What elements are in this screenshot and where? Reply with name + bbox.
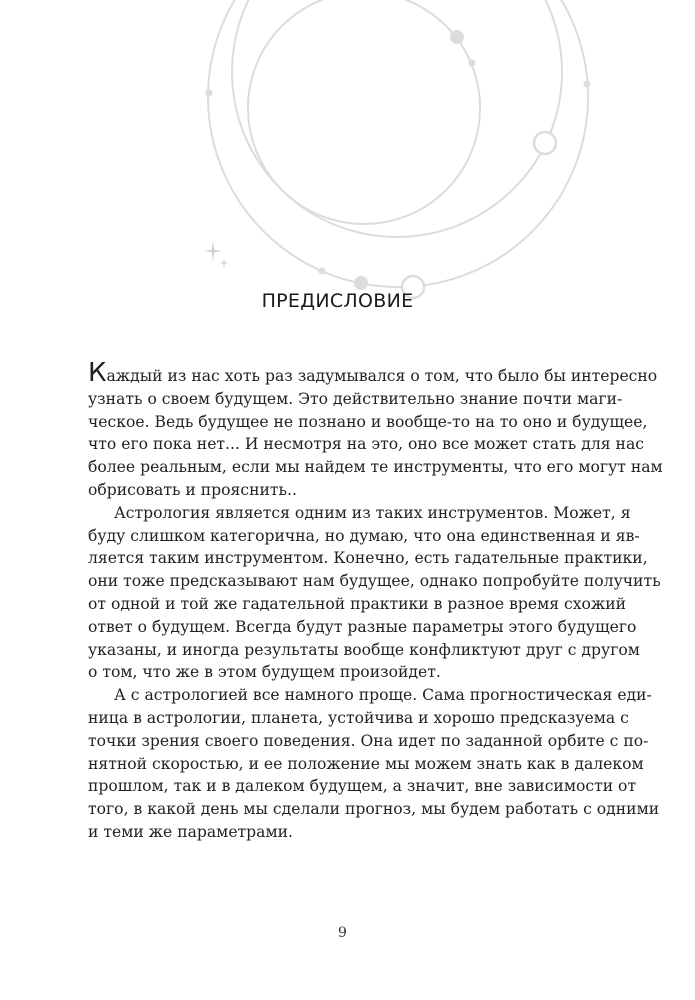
- line-text: ческое. Ведь будущее не познано и вообще-то на то оно и будущее,: [88, 412, 648, 431]
- small-dot-icon: [206, 90, 213, 97]
- text-line: [88, 388, 623, 411]
- small-dot-icon: [319, 268, 326, 275]
- text-line: [88, 730, 649, 753]
- text-line: [88, 411, 648, 434]
- line-text: буду слишком категорична, но думаю, что она единственная и яв-: [88, 526, 640, 545]
- text-line: [88, 821, 608, 844]
- text-line: [88, 547, 648, 570]
- line-text: и теми же параметрами.: [88, 822, 293, 841]
- line-text: более реальным, если мы найдем те инструменты, что его могут нам: [88, 458, 663, 477]
- page-number: 9: [338, 925, 347, 941]
- line-text: того, в какой день мы сделали прогноз, мы будем работать с одними: [88, 800, 660, 819]
- text-line: [88, 753, 644, 776]
- line-text: указаны, и иногда результаты вообще конфликтуют друг с другом: [88, 640, 640, 659]
- orbit-ornament: [0, 0, 695, 320]
- chapter-title: ПРЕДИСЛОВИЕ: [261, 290, 414, 312]
- line-text: А с астрологией все намного проще. Сама прогностическая еди-: [114, 686, 652, 705]
- line-text: о том, что же в этом будущем произойдет.: [88, 663, 441, 682]
- text-line: [88, 684, 652, 707]
- text-line: [88, 639, 640, 662]
- line-text: аждый из нас хоть раз задумывался о том, что было бы интересно: [106, 367, 658, 385]
- line-text: ответ о будущем. Всегда будут разные параметры этого будущего: [88, 617, 637, 636]
- line-text: нятной скоростью, и ее положение мы можем знать как в далеком: [88, 754, 644, 773]
- planet-dot-icon: [450, 30, 464, 44]
- text-line: [88, 707, 629, 730]
- text-line: [88, 479, 608, 502]
- line-text: что его пока нет... И несмотря на это, оно все может стать для нас: [88, 435, 644, 454]
- line-text: они тоже предсказывают нам будущее, однако попробуйте получить: [88, 572, 661, 591]
- text-line: [88, 798, 660, 821]
- small-dot-icon: [469, 60, 476, 67]
- text-line: [88, 433, 644, 456]
- line-text: ница в астрологии, планета, устойчива и хорошо предсказуема с: [88, 708, 629, 727]
- text-line: [88, 661, 608, 684]
- paragraph: [88, 502, 661, 684]
- small-dot-icon: [584, 81, 591, 88]
- text-line: [88, 525, 640, 548]
- planet-dot-icon: [354, 276, 368, 290]
- text-line: [88, 502, 631, 525]
- line-text: от одной и той же гадательной практики в разное время схожий: [88, 594, 627, 613]
- text-line: [88, 593, 627, 616]
- line-text: ляется таким инструментом. Конечно, есть гадательные практики,: [88, 549, 648, 568]
- line-text: Астрология является одним из таких инструментов. Может, я: [114, 503, 631, 522]
- planet-ring-icon: [534, 132, 556, 154]
- line-text: прошлом, так и в далеком будущем, а значит, вне зависимости от: [88, 777, 637, 796]
- text-line: [88, 775, 637, 798]
- paragraph: [88, 684, 660, 844]
- text-line: [88, 358, 658, 388]
- text-line: [88, 456, 663, 479]
- paragraph: [88, 358, 663, 502]
- line-text: узнать о своем будущем. Это действительно знание почти маги-: [88, 389, 623, 408]
- outer-orbit: [208, 0, 588, 287]
- text-line: [88, 616, 637, 639]
- line-text: точки зрения своего поведения. Она идет по заданной орбите с по-: [88, 731, 649, 750]
- drop-cap: К: [88, 358, 107, 388]
- line-text: обрисовать и прояснить..: [88, 480, 297, 499]
- text-line: [88, 570, 661, 593]
- body-text: [88, 358, 663, 844]
- middle-orbit: [232, 0, 562, 237]
- sparkle-icon: [204, 241, 229, 268]
